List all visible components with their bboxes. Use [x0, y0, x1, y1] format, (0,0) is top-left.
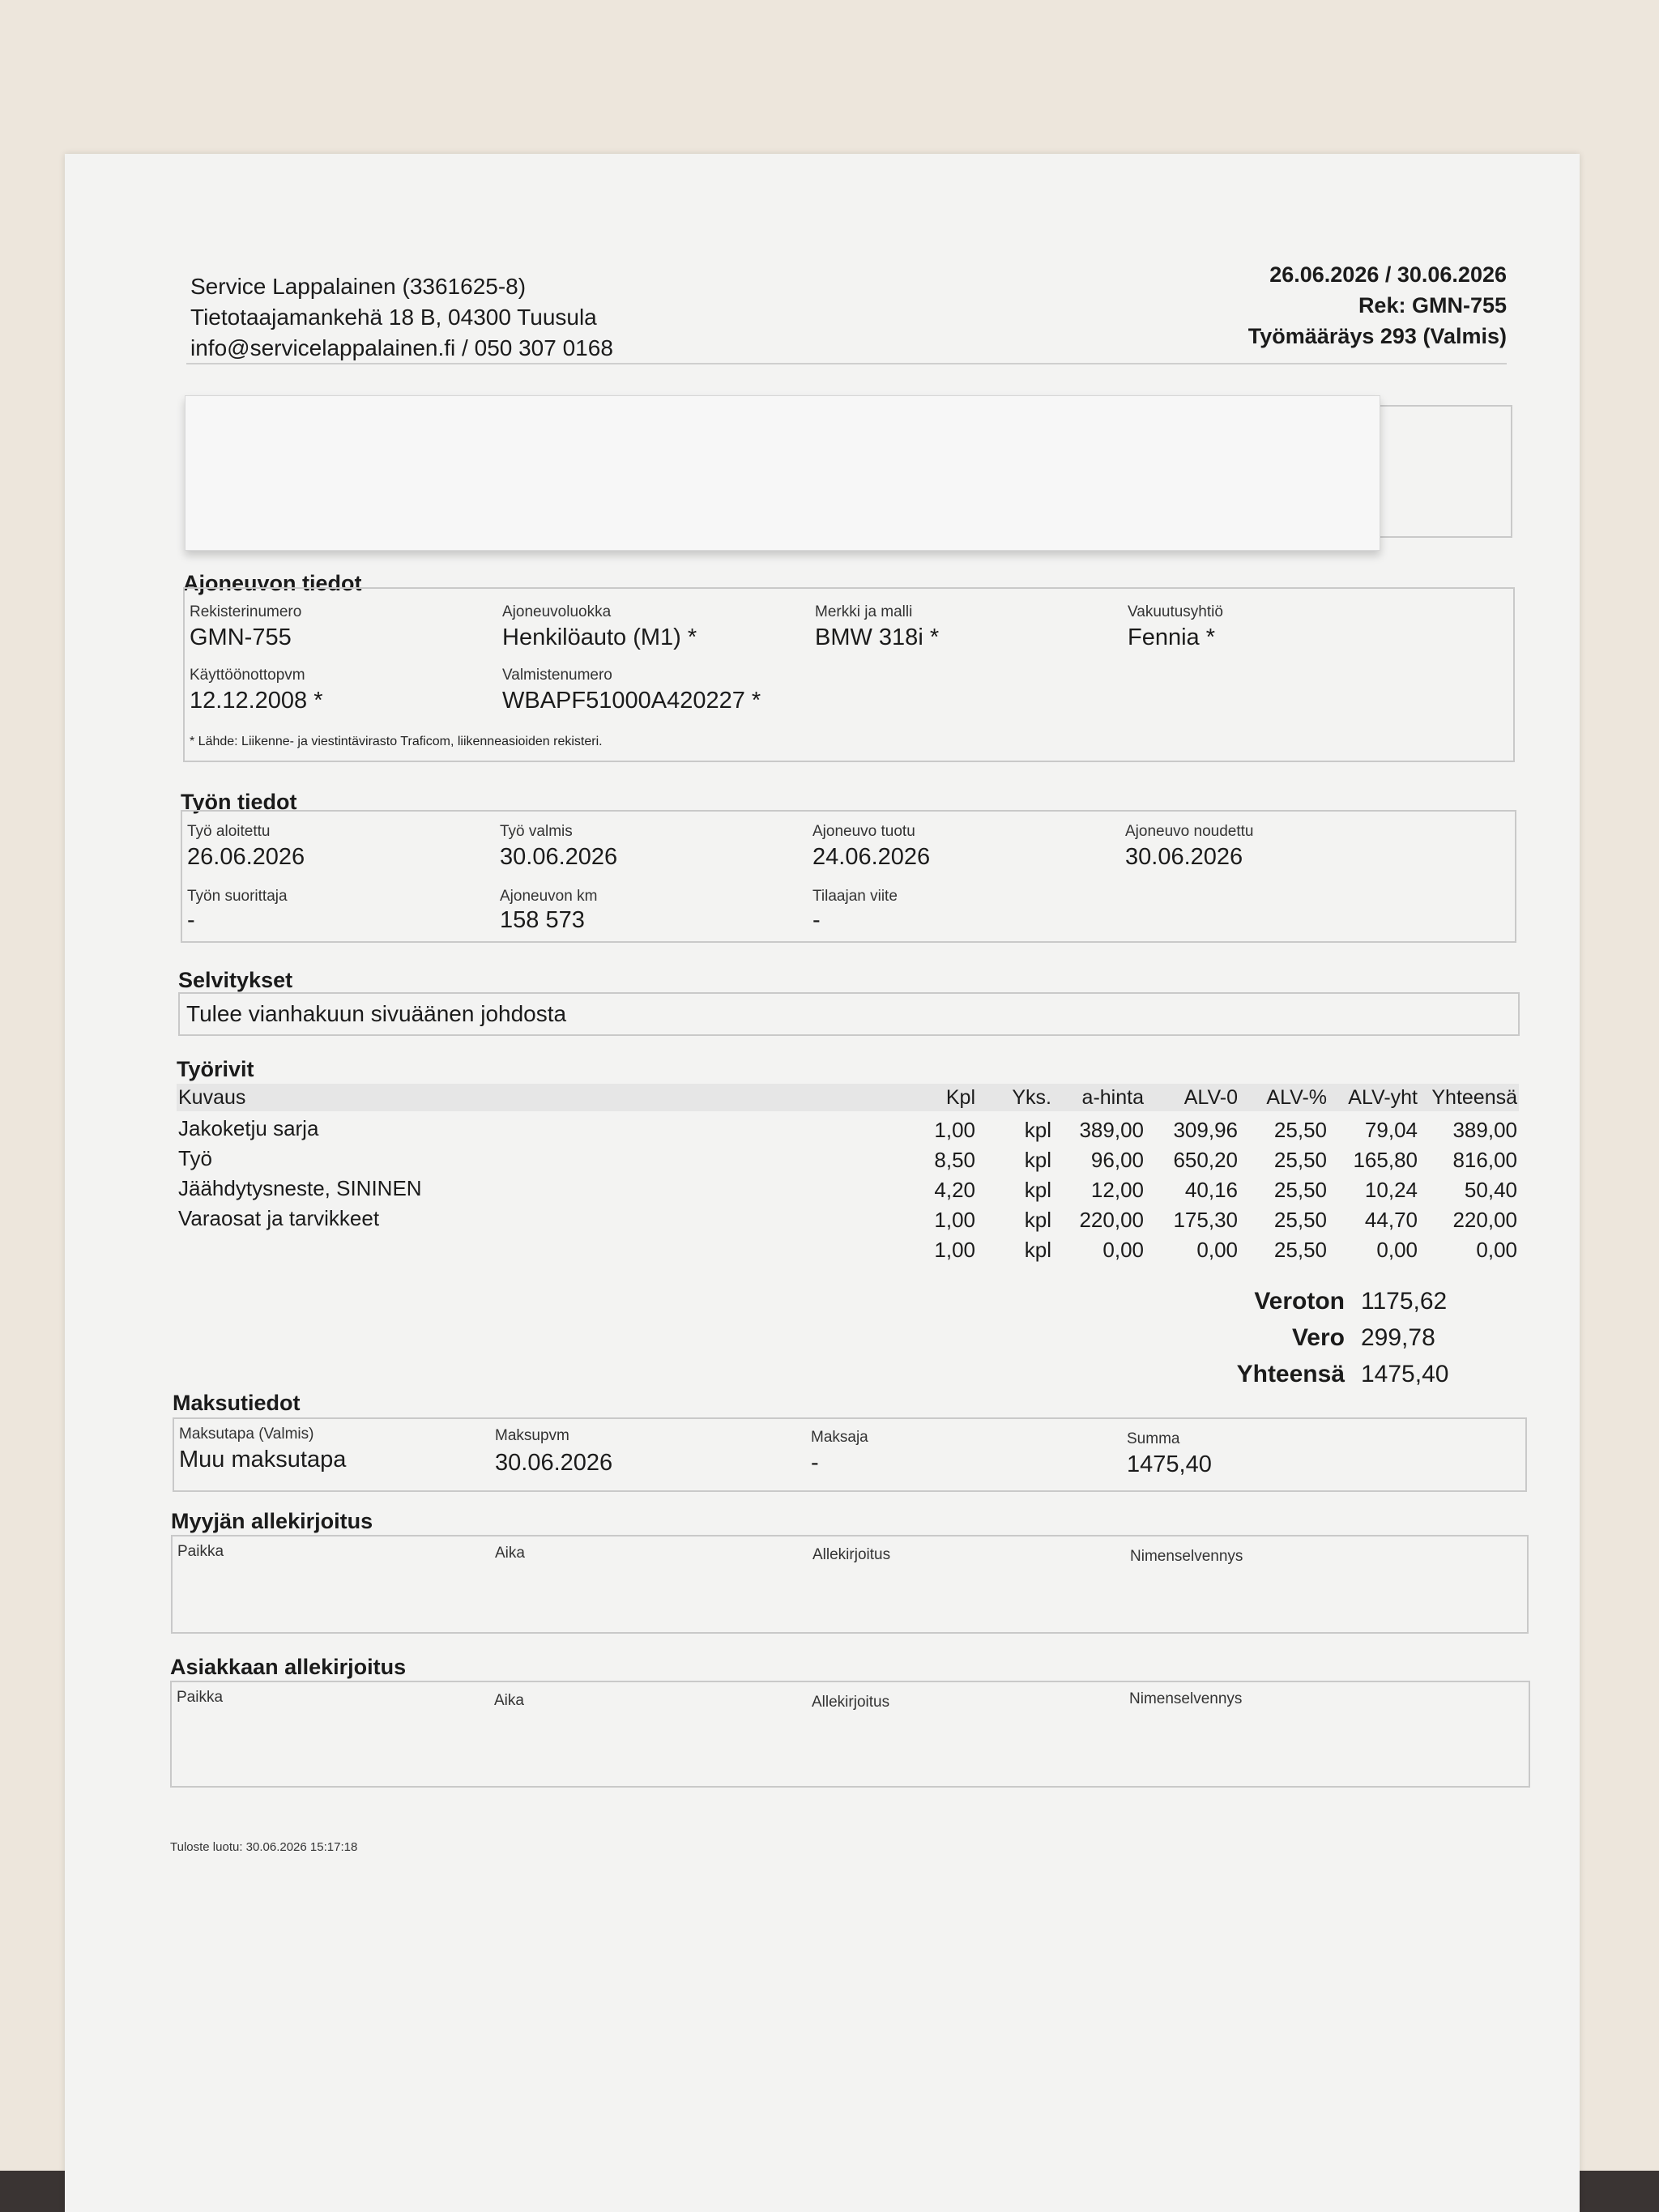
customer-name-label: Nimenselvennys — [1129, 1690, 1243, 1707]
done-label: Työ valmis — [500, 823, 573, 840]
redaction-paper — [185, 395, 1380, 551]
cell-total: 0,00 — [1476, 1238, 1517, 1262]
table-row — [177, 1144, 1519, 1174]
cell-vat-pct: 25,50 — [1273, 1238, 1327, 1262]
tax-value: 299,78 — [1361, 1324, 1435, 1351]
company-name: Service Lappalainen (3361625-8) — [190, 274, 527, 299]
vin-label: Valmistenumero — [502, 667, 612, 684]
cell-vat-total: 79,04 — [1364, 1118, 1418, 1142]
order-number: Työmääräys 293 (Valmis) — [1247, 324, 1507, 348]
performer-label: Työn suorittaja — [187, 888, 288, 905]
cell-vat-pct: 25,50 — [1273, 1208, 1327, 1232]
col-unit: Yks. — [1012, 1086, 1051, 1109]
customer-signature-title: Asiakkaan allekirjoitus — [170, 1655, 407, 1679]
first-reg-label: Käyttöönottopvm — [190, 667, 305, 684]
cell-total: 220,00 — [1452, 1208, 1517, 1232]
customer-time-label: Aika — [494, 1692, 524, 1709]
cell-unit-price: 389,00 — [1079, 1118, 1144, 1142]
cell-net: 175,30 — [1173, 1208, 1238, 1232]
done-value: 30.06.2026 — [500, 844, 618, 870]
cell-description: Varaosat ja tarvikkeet — [178, 1206, 380, 1230]
table-row — [177, 1115, 1519, 1144]
method-label: Maksutapa (Valmis) — [179, 1426, 314, 1443]
net-label: Veroton — [1254, 1288, 1345, 1315]
col-vat-total: ALV-yht — [1348, 1086, 1418, 1109]
seller-place-label: Paikka — [177, 1543, 224, 1560]
cell-unit: kpl — [1024, 1208, 1051, 1232]
performer-value: - — [187, 907, 195, 933]
company-contact: info@servicelappalainen.fi / 050 307 0168 — [190, 335, 613, 360]
table-row — [177, 1204, 1519, 1234]
payment-box — [173, 1417, 1527, 1492]
make-value: BMW 318i * — [815, 624, 940, 650]
col-unit-price: a-hinta — [1081, 1086, 1144, 1109]
reg-value: GMN-755 — [190, 624, 292, 650]
work-section-title: Työn tiedot — [181, 790, 297, 814]
cell-vat-total: 44,70 — [1364, 1208, 1418, 1232]
seller-time-label: Aika — [495, 1545, 525, 1562]
started-label: Työ aloitettu — [187, 823, 271, 840]
make-label: Merkki ja malli — [815, 603, 913, 620]
printed-timestamp: Tuloste luotu: 30.06.2026 15:17:18 — [170, 1840, 358, 1854]
net-value: 1175,62 — [1361, 1288, 1448, 1315]
method-value: Muu maksutapa — [179, 1447, 347, 1473]
brought-value: 24.06.2026 — [812, 844, 931, 870]
cell-qty: 1,00 — [934, 1208, 975, 1232]
started-value: 26.06.2026 — [187, 844, 305, 870]
cell-vat-total: 0,00 — [1376, 1238, 1418, 1262]
cell-unit-price: 220,00 — [1079, 1208, 1144, 1232]
cell-total: 816,00 — [1452, 1148, 1517, 1172]
table-header — [177, 1084, 1519, 1111]
seller-signature-box — [171, 1535, 1529, 1634]
sum-value: 1475,40 — [1127, 1451, 1212, 1477]
col-total: Yhteensä — [1431, 1086, 1517, 1109]
vehicle-section-title: Ajoneuvon tiedot — [183, 571, 362, 595]
customer-signature-label: Allekirjoitus — [812, 1694, 890, 1711]
work-box — [181, 810, 1516, 943]
work-order-document — [65, 154, 1580, 2212]
cell-unit-price: 0,00 — [1102, 1238, 1144, 1262]
payment-section-title: Maksutiedot — [173, 1391, 301, 1415]
cell-net: 0,00 — [1196, 1238, 1238, 1262]
picked-value: 30.06.2026 — [1125, 844, 1243, 870]
sum-label: Summa — [1127, 1430, 1180, 1447]
seller-name-label: Nimenselvennys — [1130, 1548, 1243, 1565]
payer-label: Maksaja — [811, 1429, 868, 1446]
cell-unit: kpl — [1024, 1118, 1051, 1142]
header-divider — [186, 363, 1507, 364]
col-description: Kuvaus — [178, 1086, 246, 1109]
picked-label: Ajoneuvo noudettu — [1125, 823, 1254, 840]
km-value: 158 573 — [500, 907, 585, 933]
seller-signature-title: Myyjän allekirjoitus — [171, 1509, 373, 1533]
payer-value: - — [811, 1450, 819, 1476]
cell-net: 650,20 — [1173, 1148, 1238, 1172]
tax-label: Vero — [1291, 1324, 1345, 1351]
vehicle-box — [183, 587, 1515, 762]
cell-qty: 8,50 — [934, 1148, 975, 1172]
company-address: Tietotaajamankehä 18 B, 04300 Tuusula — [190, 305, 597, 330]
cell-unit: kpl — [1024, 1178, 1051, 1202]
table-body — [177, 1115, 1519, 1268]
notes-text: Tulee vianhakuun sivuäänen johdosta — [186, 1001, 567, 1026]
notes-box — [178, 992, 1520, 1036]
rows-section-title: Työrivit — [177, 1057, 254, 1081]
order-meta — [1248, 259, 1507, 352]
notes-section-title: Selvitykset — [178, 968, 293, 992]
cell-unit-price: 12,00 — [1090, 1178, 1144, 1202]
insurer-value: Fennia * — [1128, 624, 1216, 650]
order-dates: 26.06.2026 / 30.06.2026 — [1269, 262, 1507, 287]
reg-label: Rekisterinumero — [190, 603, 302, 620]
cell-description: Jakoketju sarja — [178, 1116, 319, 1140]
ref-label: Tilaajan viite — [812, 888, 898, 905]
paydate-value: 30.06.2026 — [495, 1450, 613, 1476]
cell-unit: kpl — [1024, 1148, 1051, 1172]
cell-qty: 4,20 — [934, 1178, 975, 1202]
col-vat-pct: ALV-% — [1266, 1086, 1327, 1109]
class-value: Henkilöauto (M1) * — [502, 624, 697, 650]
vin-value: WBAPF51000A420227 * — [502, 688, 761, 714]
cell-net: 40,16 — [1184, 1178, 1238, 1202]
cell-unit-price: 96,00 — [1090, 1148, 1144, 1172]
cell-qty: 1,00 — [934, 1118, 975, 1142]
cell-qty: 1,00 — [934, 1238, 975, 1262]
km-label: Ajoneuvon km — [500, 888, 598, 905]
table-row — [177, 1174, 1519, 1204]
cell-total: 50,40 — [1464, 1178, 1517, 1202]
grand-total-value: 1475,40 — [1361, 1361, 1449, 1387]
cell-vat-pct: 25,50 — [1273, 1178, 1327, 1202]
cell-unit: kpl — [1024, 1238, 1051, 1262]
paydate-label: Maksupvm — [495, 1427, 569, 1444]
customer-signature-box — [170, 1681, 1530, 1788]
insurer-label: Vakuutusyhtiö — [1128, 603, 1223, 620]
cell-vat-total: 10,24 — [1364, 1178, 1418, 1202]
cell-vat-pct: 25,50 — [1273, 1118, 1327, 1142]
table-row — [177, 1234, 1519, 1264]
order-registration: Rek: GMN-755 — [1358, 293, 1507, 318]
cell-description: Työ — [178, 1146, 212, 1170]
class-label: Ajoneuvoluokka — [502, 603, 612, 620]
source-note: * Lähde: Liikenne- ja viestintävirasto Traficom, liikenneasioiden rekisteri. — [190, 735, 603, 748]
col-qty: Kpl — [945, 1086, 975, 1109]
brought-label: Ajoneuvo tuotu — [812, 823, 915, 840]
cell-net: 309,96 — [1173, 1118, 1238, 1142]
customer-place-label: Paikka — [177, 1689, 224, 1706]
company-info — [190, 271, 613, 364]
cell-vat-total: 165,80 — [1353, 1148, 1418, 1172]
seller-signature-label: Allekirjoitus — [812, 1546, 891, 1563]
cell-total: 389,00 — [1452, 1118, 1517, 1142]
col-net: ALV-0 — [1183, 1086, 1238, 1109]
ref-value: - — [812, 907, 821, 933]
grand-total-label: Yhteensä — [1236, 1361, 1345, 1387]
first-reg-value: 12.12.2008 * — [190, 688, 323, 714]
cell-vat-pct: 25,50 — [1273, 1148, 1327, 1172]
cell-description: Jäähdytysneste, SININEN — [178, 1176, 422, 1200]
